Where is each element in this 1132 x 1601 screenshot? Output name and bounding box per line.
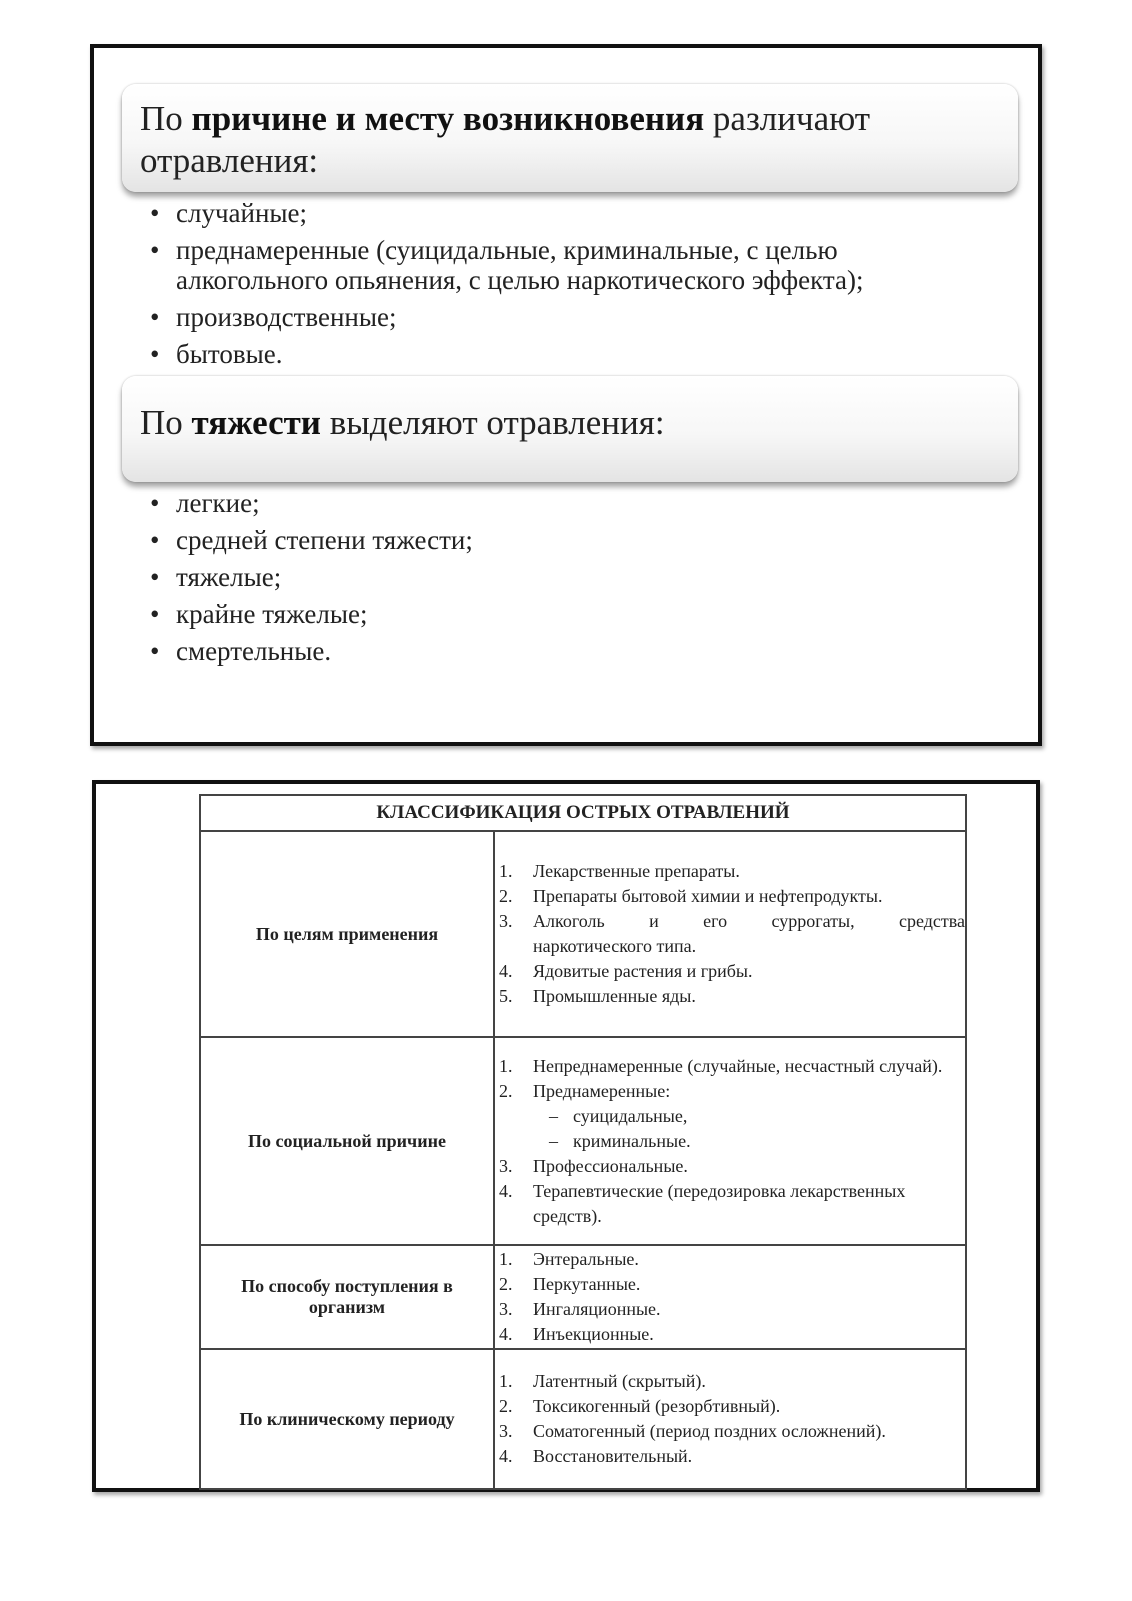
table-row xyxy=(200,1349,966,1489)
table-row xyxy=(200,1245,966,1349)
list-item: 1. Непреднамеренные (случайные, несчастный случай). xyxy=(499,1055,943,1076)
list-item: 3. Профессиональные. xyxy=(499,1155,688,1176)
sub-list xyxy=(533,1104,965,1154)
list-item: 4. Терапевтические (передозировка лекарственных средств). xyxy=(499,1180,906,1226)
heading-severity xyxy=(122,376,1018,482)
list-item: • случайные; xyxy=(144,198,974,228)
heading-bold-text: причине и месту возникновения xyxy=(191,99,705,138)
list-item: 5. Промышленные яды. xyxy=(499,986,696,1006)
slide-classification-table xyxy=(92,780,1040,1492)
table-row xyxy=(200,831,966,1037)
items-cell xyxy=(494,1349,966,1489)
classification-table xyxy=(199,794,967,1490)
severity-list xyxy=(144,488,974,673)
list-item: 1. Латентный (скрытый). xyxy=(499,1371,706,1391)
list-item: 3. Ингаляционные. xyxy=(499,1299,661,1319)
slide-poisoning-types xyxy=(90,44,1042,746)
list-item: • тяжелые; xyxy=(144,562,974,592)
list-item: 2. Препараты бытовой химии и нефтепродукты. xyxy=(499,886,883,906)
table-title: КЛАССИФИКАЦИЯ ОСТРЫХ ОТРАВЛЕНИЙ xyxy=(200,795,966,831)
sub-list-item: – суицидальные, xyxy=(533,1104,965,1129)
list-item: • легкие; xyxy=(144,488,974,518)
items-cell xyxy=(494,1245,966,1349)
list-item: • смертельные. xyxy=(144,636,974,666)
list-item: 2. Токсикогенный (резорбтивный). xyxy=(499,1396,781,1416)
heading-cause-and-place xyxy=(122,84,1018,192)
items-cell xyxy=(494,831,966,1037)
items-cell xyxy=(494,1037,966,1245)
list-item: • крайне тяжелые; xyxy=(144,599,974,629)
list-item: 1. Лекарственные препараты. xyxy=(499,861,740,881)
list-item: • бытовые. xyxy=(144,339,974,369)
category-cell: По способу поступления в организм xyxy=(200,1245,494,1349)
category-cell: По целям применения xyxy=(200,831,494,1037)
list-item: 3. Соматогенный (период поздних осложнений). xyxy=(499,1421,886,1441)
list-item: 4. Инъекционные. xyxy=(499,1324,654,1344)
heading-suffix: различают отравления: xyxy=(140,99,871,180)
heading-prefix: По xyxy=(140,99,192,138)
list-item: • средней степени тяжести; xyxy=(144,525,974,555)
heading-prefix: По xyxy=(140,403,192,442)
list-item: • преднамеренные (суицидальные, криминальные, с целью алкогольного опьянения, с целью наркотического эффекта); xyxy=(144,235,974,295)
heading-suffix: выделяют отравления: xyxy=(320,403,665,442)
list-item: 4. Восстановительный. xyxy=(499,1446,693,1466)
category-cell: По социальной причине xyxy=(200,1037,494,1245)
list-item: 2. Преднамеренные: – суицидальные, – криминальные. xyxy=(495,1079,965,1154)
heading-bold-text: тяжести xyxy=(191,403,321,442)
cause-list xyxy=(144,198,974,376)
sub-list-item: – криминальные. xyxy=(533,1129,965,1154)
list-item: 2. Перкутанные. xyxy=(499,1274,641,1294)
list-item: • производственные; xyxy=(144,302,974,332)
list-item: 1. Энтеральные. xyxy=(499,1249,639,1269)
table-row xyxy=(200,1037,966,1245)
list-item: 4. Ядовитые растения и грибы. xyxy=(499,961,753,981)
list-item: 3. Алкоголь и его суррогаты, средства наркотического типа. xyxy=(499,911,965,956)
category-cell: По клиническому периоду xyxy=(200,1349,494,1489)
